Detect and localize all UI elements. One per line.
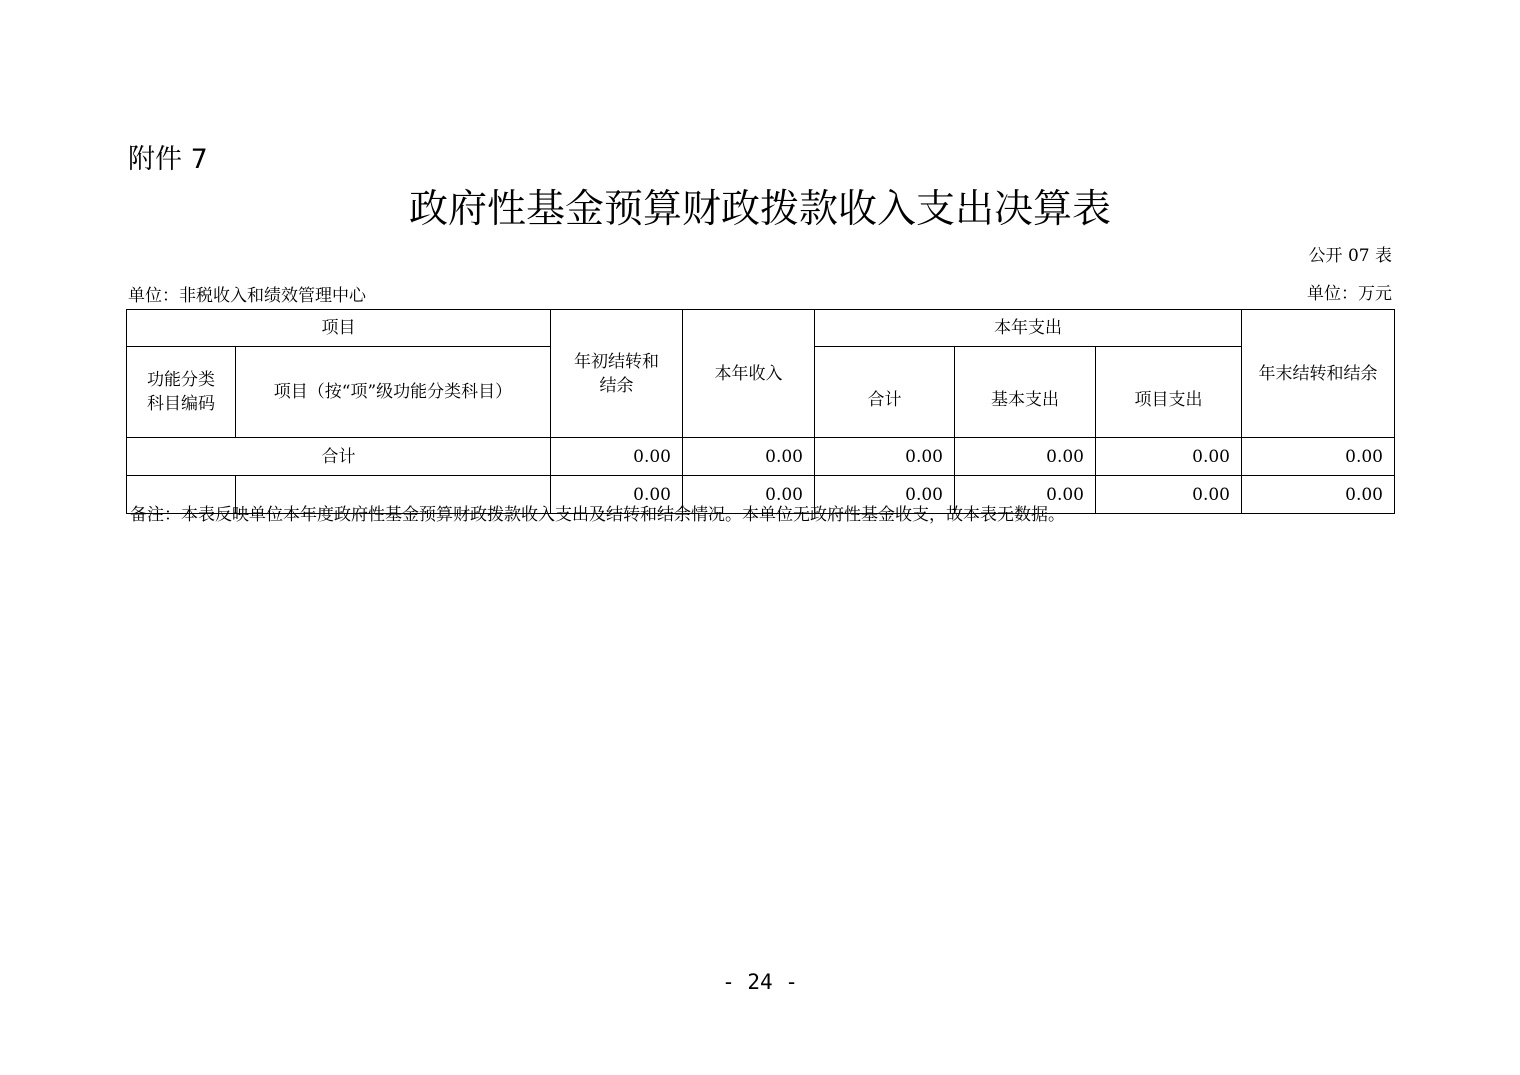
total-row <box>127 438 1395 476</box>
header-opening-balance <box>551 310 683 438</box>
header-func-code-text: 功能分类 科目编码 <box>147 370 215 414</box>
total-opening-balance: 0.00 <box>551 438 683 476</box>
row-expense-total: 0.00 <box>815 476 955 514</box>
row-project-expense: 0.00 <box>1096 476 1242 514</box>
row-closing-balance: 0.00 <box>1242 476 1395 514</box>
total-project-expense: 0.00 <box>1096 438 1242 476</box>
total-basic-expense: 0.00 <box>955 438 1096 476</box>
row-opening-balance: 0.00 <box>551 476 683 514</box>
header-current-income: 本年收入 <box>683 310 815 438</box>
header-expense-total: 合计 <box>815 347 955 438</box>
header-row-1 <box>127 310 1395 347</box>
header-current-expense: 本年支出 <box>815 310 1242 347</box>
budget-table <box>126 309 1395 514</box>
row-basic-expense: 0.00 <box>955 476 1096 514</box>
header-project-expense: 项目支出 <box>1096 347 1242 438</box>
document-title: 政府性基金预算财政拨款收入支出决算表 <box>408 187 1111 232</box>
reporting-unit: 单位：非税收入和绩效管理中心 <box>128 286 366 306</box>
table-code: 公开 07 表 <box>1308 246 1392 266</box>
header-project-level: 项目（按“项”级功能分类科目） <box>236 347 551 438</box>
page-number: - 24 - <box>722 970 798 994</box>
currency-unit: 单位：万元 <box>1307 284 1392 304</box>
total-current-income: 0.00 <box>683 438 815 476</box>
header-project: 项目 <box>127 310 551 347</box>
header-basic-expense: 基本支出 <box>955 347 1096 438</box>
total-expense-total: 0.00 <box>815 438 955 476</box>
header-closing-balance: 年末结转和结余 <box>1242 310 1395 438</box>
attachment-label: 附件 7 <box>128 144 208 175</box>
header-func-code <box>127 347 236 438</box>
row-current-income: 0.00 <box>683 476 815 514</box>
total-label: 合计 <box>127 438 551 476</box>
total-closing-balance: 0.00 <box>1242 438 1395 476</box>
table-note: 备注：本表反映单位本年度政府性基金预算财政拨款收入支出及结转和结余情况。本单位无政府性基金收支，故本表无数据。 <box>130 505 1065 525</box>
header-opening-balance-text: 年初结转和 结余 <box>574 351 659 396</box>
